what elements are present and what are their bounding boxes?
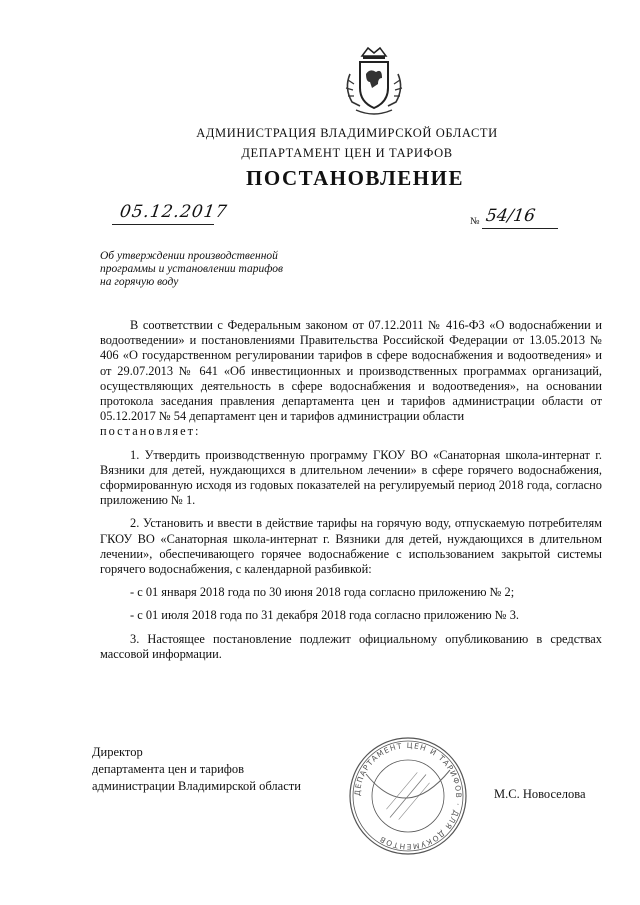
- document-body: [100, 318, 602, 662]
- decree-word: постановляет:: [100, 424, 201, 439]
- org-name: АДМИНИСТРАЦИЯ ВЛАДИМИРСКОЙ ОБЛАСТИ: [196, 126, 498, 140]
- preamble: В соответствии с Федеральным законом от 07.12.2011 № 416-ФЗ «О водоснабжении и водоотведении» и постановлениями Правительства Российской Федерации от 13.05.2013 № 406 «О государственном регулировании тарифов в сфере водоснабжения и водоотведения» и от 29.07.2013 № 641 «Об инвестиционных и производственных программах организаций, осуществляющих деятельность в сфере водоснабжения и водоотведения», на основании протокола заседания правления департамента цен и тарифов администрации области от 05.12.2017 № 54 департамент цен и тарифов администрации области: [100, 318, 602, 424]
- signer-line: департамента цен и тарифов: [92, 762, 245, 776]
- number-label: №: [470, 216, 480, 227]
- item-3: 3. Настоящее постановление подлежит официальному опубликованию в средствах массовой информации.: [100, 631, 602, 661]
- item-2-period-1: - с 01 января 2018 года по 30 июня 2018 года согласно приложению № 2;: [130, 585, 515, 600]
- svg-text:ДЕПАРТАМЕНТ ЦЕН И ТАРИФОВ · ДЛ: ДЕПАРТАМЕНТ ЦЕН И ТАРИФОВ · ДЛЯ ДОКУМЕНТОВ: [352, 740, 464, 852]
- coat-of-arms-icon: [342, 44, 406, 118]
- item-1: 1. Утвердить производственную программу ГКОУ ВО «Санаторная школа-интернат г. Вязники для детей, нуждающихся в длительном лечении» в сфере горячего водоснабжения, сформированную исходя из годовых показателей на регулируемый период 2018 года, согласно приложению № 1.: [100, 447, 602, 508]
- document-date: 05.12.2017: [118, 202, 229, 222]
- signer-position: [92, 744, 301, 795]
- signer-name: М.С. Новоселова: [494, 787, 586, 801]
- document-number: 54/16: [484, 206, 537, 226]
- document-title: ПОСТАНОВЛЕНИЕ: [246, 166, 464, 190]
- signer-line: администрации Владимирской области: [92, 779, 301, 793]
- official-stamp-icon: [346, 734, 470, 858]
- number-underline: [482, 228, 558, 229]
- item-2: 2. Установить и ввести в действие тарифы на горячую воду, отпускаемую потребителям ГКОУ ВО «Санаторная школа-интернат г. Вязники для детей, нуждающихся в длительном лечении», обеспечивающего горячее водоснабжение с использованием закрытой системы горячего водоснабжения, с календарной разбивкой:: [100, 516, 602, 577]
- subject-line: программы и установлении тарифов: [100, 263, 283, 275]
- department-name: ДЕПАРТАМЕНТ ЦЕН И ТАРИФОВ: [241, 146, 453, 160]
- item-2-period-2: - с 01 июля 2018 года по 31 декабря 2018 года согласно приложению № 3.: [130, 608, 520, 623]
- date-underline: [112, 224, 214, 225]
- subject-line: на горячую воду: [100, 276, 179, 288]
- subject-line: Об утверждении производственной: [100, 250, 278, 262]
- signer-line: Директор: [92, 745, 143, 759]
- document-subject: [100, 250, 320, 289]
